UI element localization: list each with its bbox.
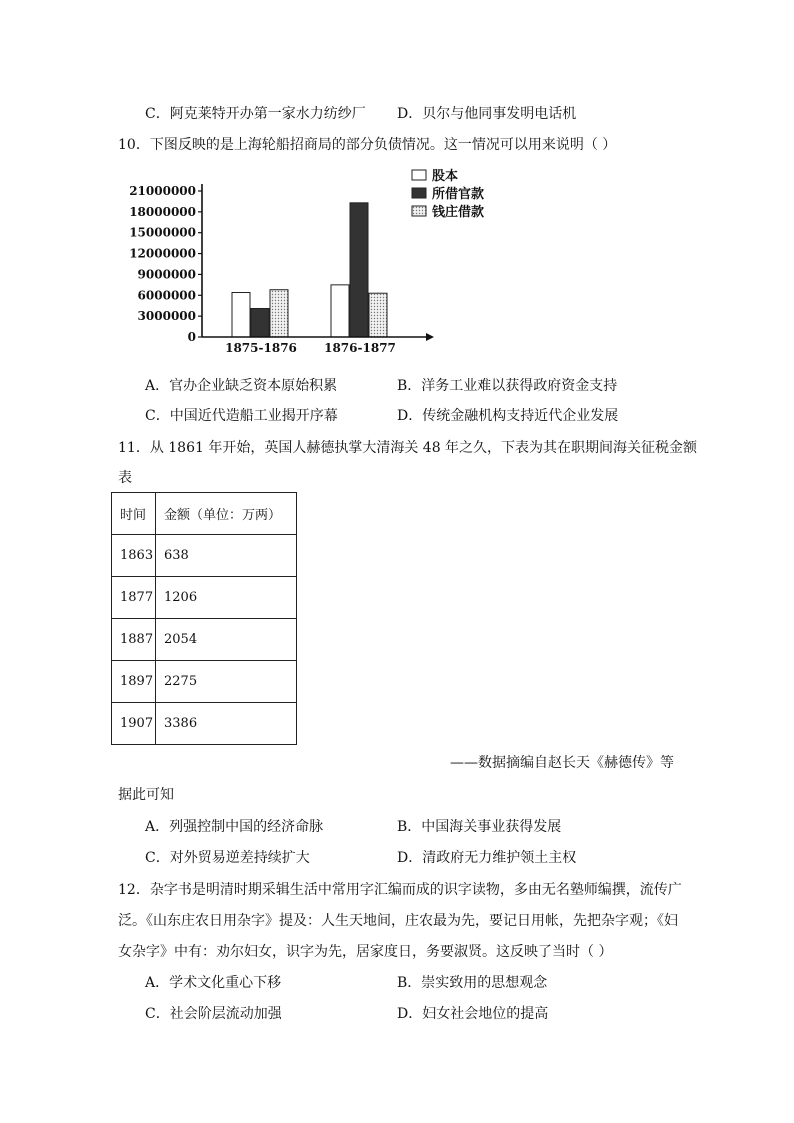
q11-lead: 据此可知: [118, 787, 174, 803]
table-row: [112, 661, 297, 703]
table-row: [112, 619, 297, 661]
q12-stem-line3: 女杂字》中有：劝尔妇女，识字为先，居家度日，务要淑贤。这反映了当时（ ）: [118, 944, 613, 960]
q11-option-d: D．清政府无力维护领土主权: [397, 850, 577, 866]
table-header-cell: 金额（单位：万两）: [156, 493, 297, 535]
y-tick-label: 3000000: [137, 309, 196, 324]
bar-government-loan-0: [251, 308, 269, 337]
q10-option-c: C．中国近代造船工业揭开序幕: [145, 408, 338, 424]
q12-option-b: B．崇实致用的思想观念: [397, 975, 548, 991]
table-cell-amount: 2275: [156, 661, 297, 703]
table-row: [112, 703, 297, 745]
bar-bank-loan-0: [270, 290, 288, 337]
q12-option-c: C．社会阶层流动加强: [145, 1006, 282, 1022]
table-cell-amount: 1206: [156, 577, 297, 619]
table-cell-year: 1887: [112, 619, 156, 661]
legend-label: 股本: [432, 169, 459, 184]
q10-bar-chart: [118, 164, 518, 364]
q10-option-a: A．官办企业缺乏资本原始积累: [145, 378, 338, 394]
bar-bank-loan-1: [369, 293, 387, 337]
q10-option-b: B．洋务工业难以获得政府资金支持: [397, 378, 618, 394]
bar-share-capital-1: [331, 285, 349, 337]
q12-stem-line2: 泛。《山东庄农日用杂字》提及：人生天地间，庄农最为先，要记日用帐，先把杂字观；《妇: [118, 913, 678, 929]
table-cell-amount: 2054: [156, 619, 297, 661]
y-tick-label: 15000000: [129, 225, 196, 240]
y-tick-label: 18000000: [129, 204, 196, 219]
q12-stem-line1: 12．杂字书是明清时期采辑生活中常用字汇编而成的识字读物，多由无名塾师编撰，流传广: [118, 882, 682, 898]
x-tick-label: 1876-1877: [324, 341, 396, 355]
table-header-row: [112, 493, 297, 535]
q11-option-b: B．中国海关事业获得发展: [397, 819, 562, 835]
table-cell-amount: 3386: [156, 703, 297, 745]
q11-stem-line1: 11．从 1861 年开始，英国人赫德执掌大清海关 48 年之久，下表为其在职期间海关征税金额: [118, 440, 698, 456]
q9-option-d: D．贝尔与他同事发明电话机: [397, 106, 577, 122]
q10-option-d: D．传统金融机构支持近代企业发展: [397, 408, 619, 424]
q12-option-d: D．妇女社会地位的提高: [397, 1006, 549, 1022]
q11-source: ——数据摘编自赵长天《赫德传》等: [450, 755, 674, 771]
bar-share-capital-0: [232, 293, 250, 337]
bar-government-loan-1: [350, 203, 368, 337]
x-tick-label: 1875-1876: [225, 341, 297, 355]
y-tick-label: 0: [187, 330, 196, 344]
legend-label: 钱庄借款: [432, 205, 485, 220]
y-tick-label: 6000000: [137, 288, 196, 303]
table-cell-year: 1877: [112, 577, 156, 619]
q10-stem: 10．下图反映的是上海轮船招商局的部分负债情况。这一情况可以用来说明（ ）: [118, 137, 617, 153]
y-tick-label: 12000000: [129, 246, 196, 261]
q12-option-a: A．学术文化重心下移: [145, 975, 282, 991]
table-cell-amount: 638: [156, 535, 297, 577]
table-cell-year: 1863: [112, 535, 156, 577]
table-row: [112, 577, 297, 619]
y-tick-label: 9000000: [137, 267, 196, 282]
legend-swatch: [412, 170, 426, 180]
table-row: [112, 535, 297, 577]
table-cell-year: 1897: [112, 661, 156, 703]
q11-option-c: C．对外贸易逆差持续扩大: [145, 850, 310, 866]
y-tick-label: 21000000: [129, 184, 196, 198]
x-axis-arrow: [426, 333, 434, 341]
q9-option-c: C．阿克莱特开办第一家水力纺纱厂: [145, 106, 366, 122]
legend-label: 所借官款: [432, 187, 485, 202]
legend-swatch: [412, 206, 426, 216]
legend-swatch: [412, 188, 426, 198]
q11-stem-line2: 表: [118, 470, 132, 486]
table-header-cell: 时间: [112, 493, 156, 535]
q11-option-a: A．列强控制中国的经济命脉: [145, 819, 324, 835]
table-cell-year: 1907: [112, 703, 156, 745]
q11-tax-table: [111, 492, 297, 745]
